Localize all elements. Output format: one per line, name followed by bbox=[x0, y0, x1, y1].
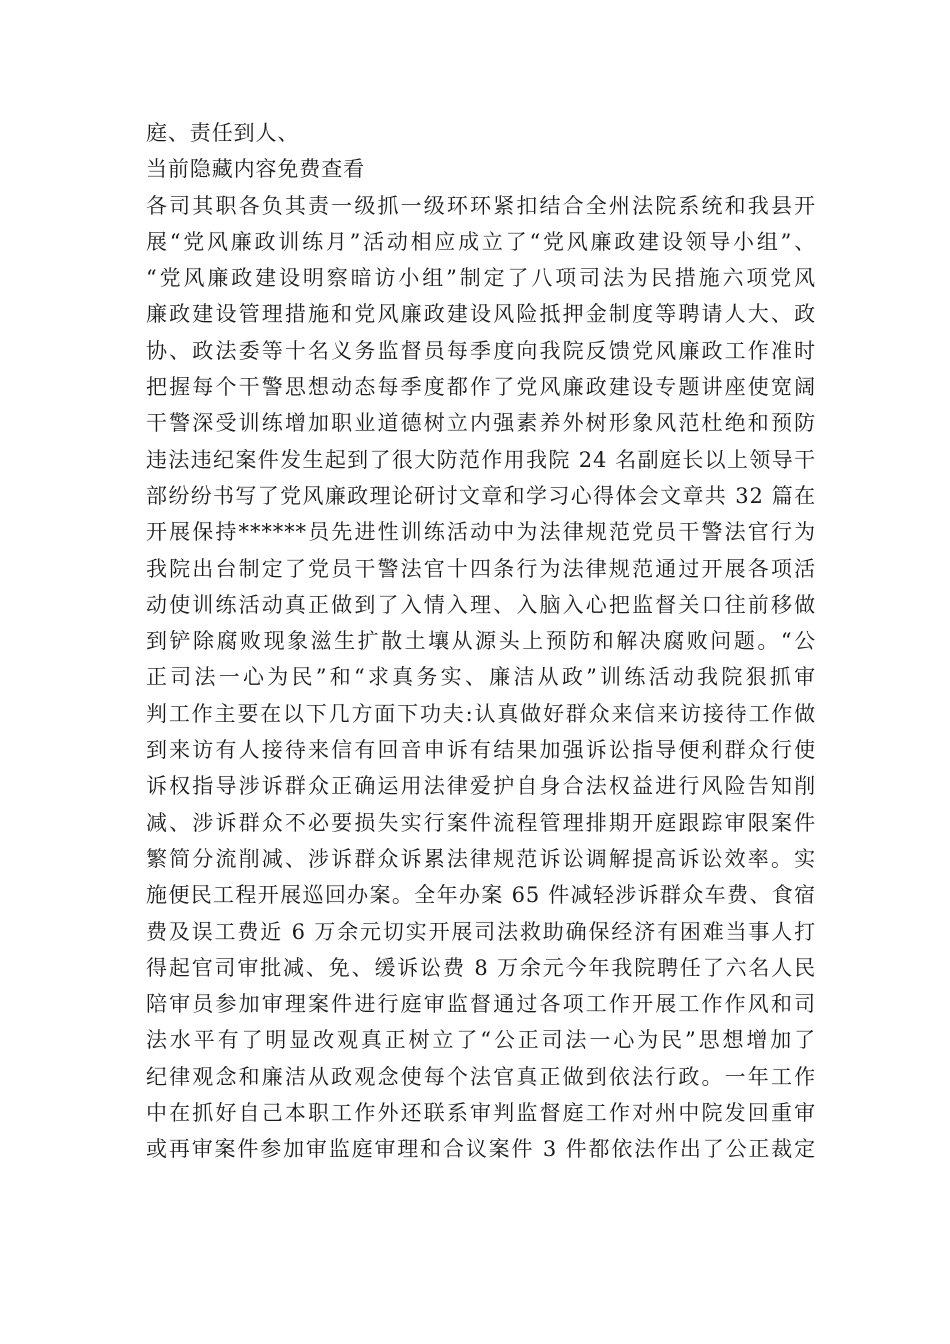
text-line: 我院出台制定了党员干警法官十四条行为法律规范通过开展各项活 bbox=[146, 556, 816, 581]
text-line: 把握每个干警思想动态每季度都作了党风廉政建设专题讲座使宽阔 bbox=[146, 375, 816, 400]
text-line: 各司其职各负其责一级抓一级环环紧扣结合全州法院系统和我县开 bbox=[146, 193, 816, 218]
text-line: 诉权指导涉诉群众正确运用法律爱护自身合法权益进行风险告知削 bbox=[146, 774, 816, 799]
text-line: 中在抓好自己本职工作外还联系审判监督庭工作对州中院发回重审 bbox=[146, 1101, 816, 1126]
text-line: 或再审案件参加审监庭审理和合议案件 3 件都依法作出了公正裁定 bbox=[146, 1137, 816, 1162]
text-line: 到来访有人接待来信有回音申诉有结果加强诉讼指导便利群众行使 bbox=[146, 738, 816, 763]
text-line: 开展保持******员先进性训练活动中为法律规范党员干警法官行为 bbox=[146, 520, 816, 545]
text-line: 干警深受训练增加职业道德树立内强素养外树形象风范杜绝和预防 bbox=[146, 411, 816, 436]
text-line: 施便民工程开展巡回办案。全年办案 65 件减轻涉诉群众车费、食宿 bbox=[146, 883, 816, 908]
text-line: 部纷纷书写了党风廉政理论研讨文章和学习心得体会文章共 32 篇在 bbox=[146, 483, 816, 508]
text-line: 廉政建设管理措施和党风廉政建设风险抵押金制度等聘请人大、政 bbox=[146, 302, 816, 327]
document-body bbox=[146, 115, 816, 1168]
text-line: “党风廉政建设明察暗访小组”制定了八项司法为民措施六项党风 bbox=[146, 266, 816, 291]
text-line: 得起官司审批减、免、缓诉讼费 8 万余元今年我院聘任了六名人民 bbox=[146, 955, 816, 980]
text-line: 展“党风廉政训练月”活动相应成立了“党风廉政建设领导小组”、 bbox=[146, 229, 816, 254]
text-line: 法水平有了明显改观真正树立了“公正司法一心为民”思想增加了 bbox=[146, 1028, 816, 1053]
text-line: 到铲除腐败现象滋生扩散土壤从源头上预防和解决腐败问题。“公 bbox=[146, 629, 816, 654]
text-line: 费及误工费近 6 万余元切实开展司法救助确保经济有困难当事人打 bbox=[146, 919, 816, 944]
text-line: 庭、责任到人、 bbox=[146, 121, 300, 145]
text-line: 协、政法委等十名义务监督员每季度向我院反馈党风廉政工作准时 bbox=[146, 338, 816, 363]
text-line: 纪律观念和廉洁从政观念使每个法官真正做到依法行政。一年工作 bbox=[146, 1064, 816, 1089]
text-line: 正司法一心为民”和“求真务实、廉洁从政”训练活动我院狠抓审 bbox=[146, 665, 816, 690]
text-line: 判工作主要在以下几方面下功夫:认真做好群众来信来访接待工作做 bbox=[146, 701, 816, 726]
text-line: 违法违纪案件发生起到了很大防范作用我院 24 名副庭长以上领导干 bbox=[146, 447, 816, 472]
text-line: 繁简分流削减、涉诉群众诉累法律规范诉讼调解提高诉讼效率。实 bbox=[146, 846, 816, 871]
text-line: 陪审员参加审理案件进行庭审监督通过各项工作开展工作作风和司 bbox=[146, 992, 816, 1017]
text-line: 动使训练活动真正做到了入情入理、入脑入心把监督关口往前移做 bbox=[146, 592, 816, 617]
hidden-content-notice: 当前隐藏内容免费查看 bbox=[146, 157, 365, 182]
text-line: 减、涉诉群众不必要损失实行案件流程管理排期开庭跟踪审限案件 bbox=[146, 810, 816, 835]
